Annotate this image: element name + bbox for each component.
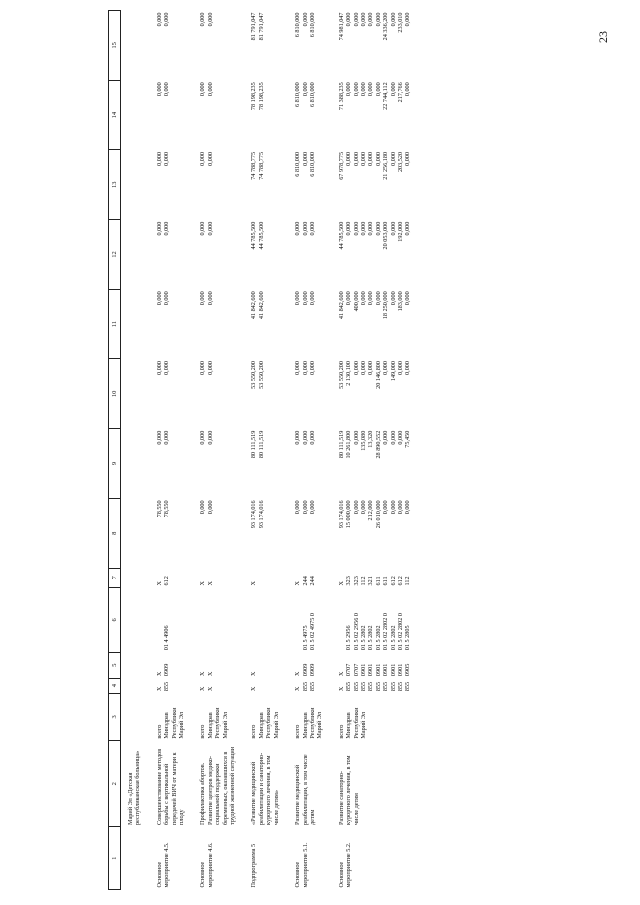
table-row xyxy=(288,11,332,890)
cell-v12: 0,000 0,000 0,000 xyxy=(294,221,316,236)
cell-v8: 0,000 0,000 0,000 xyxy=(294,500,316,515)
cell-v11: 41 842,600 41 842,600 xyxy=(250,291,265,320)
cell-v13: 6 810,000 0,000 6 810,000 xyxy=(294,151,316,177)
cell-c7 xyxy=(121,568,150,587)
column-header-1: 1 xyxy=(109,827,121,890)
cell-v9 xyxy=(121,429,150,499)
cell-v11: 0,000 0,000 0,000 xyxy=(294,291,316,306)
cell-c5: X 0707 0707 0901 0901 0901 0901 0901 0901 0905 xyxy=(337,663,412,677)
cell-c6: 01 5 2956 01 5 02 2956 0 01 5 2802 01 5 2802 01 5 2802 01 5 02 2802 0 01 5 2802 01 5 02 2802 0 01 5 2805 xyxy=(345,613,412,651)
column-header-2: 2 xyxy=(109,741,121,827)
cell-v12: 0,000 0,000 xyxy=(155,221,171,236)
column-header-8: 8 xyxy=(109,498,121,568)
cell-v13: 0,000 0,000 xyxy=(155,151,171,166)
cell-c1: Основное мероприятие 5.2. xyxy=(337,842,353,888)
cell-c6 xyxy=(244,587,288,652)
cell-c1: Основное мероприятие 4.5. xyxy=(155,842,171,888)
cell-v9: 80 111,519 80 111,519 xyxy=(250,430,265,459)
cell-c2: «Развитие медицинской реабилитации и санаторно-курортного лечения, в том числе детям» xyxy=(250,752,280,825)
cell-v11 xyxy=(121,289,150,359)
cell-v15: 81 791,047 81 791,047 xyxy=(250,12,265,41)
cell-c3: всего Минздрав Республики Марий Эл xyxy=(199,707,229,739)
column-header-13: 13 xyxy=(109,150,121,220)
cell-v10: 0,000 0,000 0,000 xyxy=(294,361,316,375)
cell-c6 xyxy=(193,587,244,652)
table-body xyxy=(121,11,420,890)
cell-c4: X xyxy=(250,686,258,692)
cell-v12: 44 785,500 44 785,500 xyxy=(250,221,265,250)
cell-v10: 53 550,200 2 130,100 0,000 0,000 0,000 20 146,800 0,000 149,000 0,000 0,000 xyxy=(337,361,412,389)
cell-v12: 0,000 0,000 xyxy=(199,221,214,236)
cell-c4: X X xyxy=(199,686,214,692)
cell-c2: Марий Эл «Детская республиканская больница» xyxy=(127,750,142,825)
table-row xyxy=(150,11,194,890)
cell-v8 xyxy=(121,498,150,568)
cell-v11: 41 842,600 0,000 400,000 0,000 0,000 0,000 18 250,000 0,000 183,000 0,000 xyxy=(337,291,412,320)
cell-v13: 67 978,775 0,000 0,000 0,000 0,000 0,000 21 256,180 0,000 203,520 0,000 xyxy=(337,151,412,180)
cell-v11: 0,000 0,000 xyxy=(155,291,171,306)
cell-c5: X 0909 0909 xyxy=(294,663,316,677)
budget-table xyxy=(108,10,420,890)
cell-v13: 74 788,775 74 788,775 xyxy=(250,151,265,180)
cell-c4: X 855 xyxy=(155,681,171,692)
cell-c4 xyxy=(121,678,150,693)
cell-v15 xyxy=(121,11,150,81)
cell-v10: 0,000 0,000 xyxy=(155,361,171,375)
cell-v8: 93 174,016 93 174,016 xyxy=(250,500,265,529)
cell-v13 xyxy=(121,150,150,220)
column-header-11: 11 xyxy=(109,289,121,359)
cell-v14: 6 810,000 0,000 6 810,000 xyxy=(294,82,316,107)
cell-v10: 0,000 0,000 xyxy=(199,361,214,375)
cell-c2: Профилактика абортов. Развитие центров медико-социальной поддержки беременных, оказавшихся в трудной жизненной ситуации xyxy=(199,746,237,825)
column-header-7: 7 xyxy=(109,568,121,587)
cell-v15: 0,000 0,000 xyxy=(199,12,214,27)
cell-c6: 01 5 4975 01 5 02 4975 0 xyxy=(301,613,316,651)
cell-c6 xyxy=(121,587,150,652)
cell-c3: всего Минздрав Республики Марий Эл xyxy=(337,707,367,739)
cell-v8: 93 174,016 15 000,000 0,000 0,000 212,000 26 010,000 0,000 0,000 0,000 0,000 xyxy=(337,500,412,529)
cell-c2: Развитие медицинской реабилитации, в том числе детям xyxy=(294,754,316,825)
cell-v9: 0,000 0,000 0,000 xyxy=(294,430,316,445)
column-header-4: 4 xyxy=(109,678,121,693)
cell-c7: X xyxy=(250,581,258,586)
cell-v11: 0,000 0,000 xyxy=(199,291,214,306)
cell-v14: 71 388,235 0,000 0,000 0,000 0,000 0,000 22 744,112 0,000 217,766 0,000 xyxy=(337,82,412,111)
cell-c3: всего Минздрав Республики Марий Эл xyxy=(294,707,324,739)
cell-c1 xyxy=(121,827,150,890)
cell-v14: 78 198,235 78 198,235 xyxy=(250,82,265,111)
cell-v8: 0,000 0,000 xyxy=(199,500,214,515)
cell-c7: X 323 323 112 321 611 611 612 612 112 xyxy=(337,576,412,586)
cell-c6: 01 4 4906 xyxy=(163,625,171,651)
cell-c7: X X xyxy=(199,581,214,586)
cell-v12 xyxy=(121,220,150,290)
cell-v8: 78,550 78,550 xyxy=(155,500,171,518)
cell-v14 xyxy=(121,80,150,150)
column-header-9: 9 xyxy=(109,429,121,499)
column-header-10: 10 xyxy=(109,359,121,429)
column-header-12: 12 xyxy=(109,220,121,290)
column-header-15: 15 xyxy=(109,11,121,81)
cell-c5: X xyxy=(250,671,258,677)
column-header-row xyxy=(109,11,121,890)
cell-v14: 0,000 0,000 xyxy=(155,82,171,97)
cell-c2: Совершенствование методов борьбы с вертикальной передачей ВИЧ от матери к плоду xyxy=(155,748,186,825)
cell-c3: всего Минздрав Республики Марий Эл xyxy=(250,707,280,739)
table-row xyxy=(244,11,288,890)
cell-c5 xyxy=(121,652,150,678)
page-number: 23 xyxy=(596,31,610,43)
cell-v9: 0,000 0,000 xyxy=(199,430,214,445)
column-header-3: 3 xyxy=(109,693,121,740)
column-header-6: 6 xyxy=(109,587,121,652)
cell-c7: X 612 xyxy=(155,576,171,586)
cell-c7: X 244 244 xyxy=(294,576,316,586)
cell-c2: Развитие санаторно-курортного лечения, в том числе детям xyxy=(337,755,360,825)
cell-v9: 0,000 0,000 xyxy=(155,430,171,445)
cell-v9: 80 111,519 10 261,800 0,000 135,080 13,320 28 890,552 0,000 0,000 0,000 75,450 xyxy=(337,430,412,459)
cell-v15: 6 810,000 0,000 6 810,000 xyxy=(294,12,316,38)
cell-v13: 0,000 0,000 xyxy=(199,151,214,166)
column-header-5: 5 xyxy=(109,652,121,678)
cell-v10 xyxy=(121,359,150,429)
cell-c1: Основное мероприятие 4.6. xyxy=(199,842,214,888)
column-header-14: 14 xyxy=(109,80,121,150)
cell-v14: 0,000 0,000 xyxy=(199,82,214,97)
cell-c4: X 855 855 855 855 855 855 855 855 855 xyxy=(337,681,412,692)
table-row xyxy=(332,11,420,890)
cell-c5: X 0909 xyxy=(155,663,171,677)
cell-c5: X X xyxy=(199,671,214,677)
table-row xyxy=(193,11,244,890)
rotated-table-container xyxy=(108,10,608,890)
cell-v15: 0,000 0,000 xyxy=(155,12,171,27)
cell-v10: 53 550,200 53 550,200 xyxy=(250,361,265,389)
cell-c1: Основное мероприятие 5.1. xyxy=(294,842,309,888)
cell-c4: X 855 855 xyxy=(294,681,316,692)
cell-c3: всего Минздрав Республики Марий Эл xyxy=(155,707,186,739)
cell-c1: Подпрограмма 5 xyxy=(250,843,258,888)
table-row xyxy=(121,11,150,890)
cell-v15: 74 981,047 0,000 0,000 0,000 0,000 0,000 24 336,200 0,000 233,010 0,000 xyxy=(337,12,412,41)
cell-c3 xyxy=(121,693,150,740)
cell-v12: 44 785,500 0,000 0,000 0,000 0,000 0,000 20 053,000 0,000 192,000 0,000 xyxy=(337,221,412,250)
